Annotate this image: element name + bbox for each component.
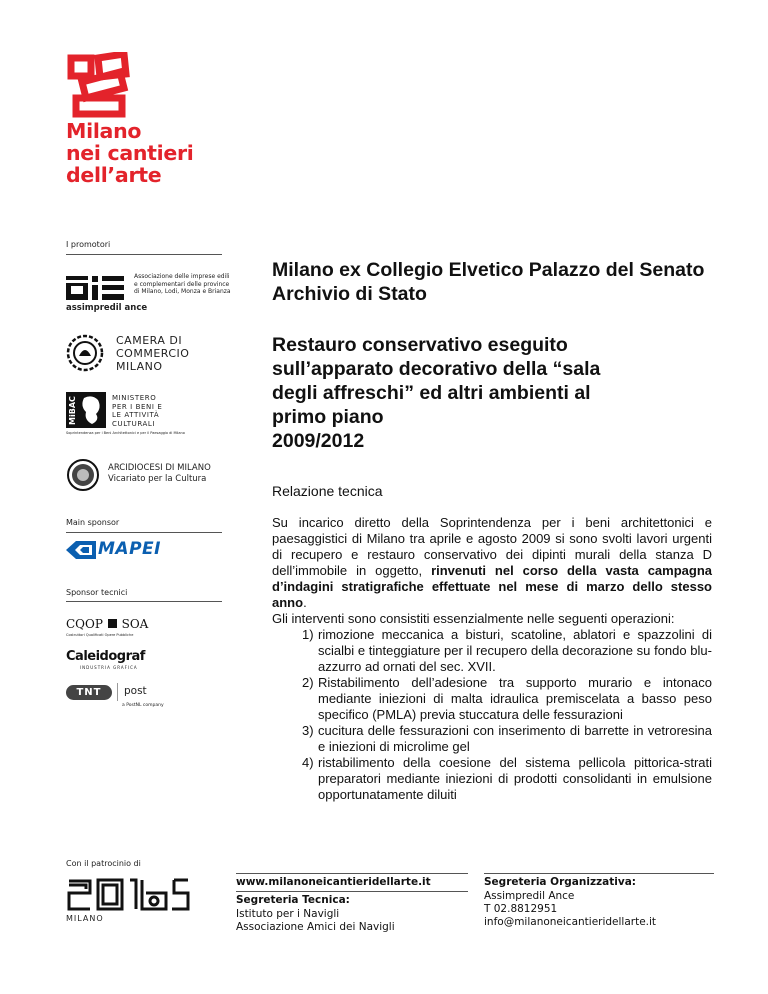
tecnica-line: Associazione Amici dei Navigli [236,921,395,933]
list-item [302,627,712,675]
website-link[interactable]: www.milanoneicantieridellarte.it [236,876,431,888]
cqop-small-text: Costruttori Qualificati Opere Pubbliche [66,633,134,637]
mibac-logo [66,392,106,428]
divider [484,873,714,874]
paragraph-text: Su incarico diretto della Soprintendenza per i beni architettonici e paesaggistici di Milano tra aprile e agosto 2009 si sono svolti lavori urgenti di recupero e restauro conservativo dei dipinti murali della stanza D dell’immobile in oggetto, [272,515,712,578]
cqop-text: CQOP [66,617,103,631]
subtitle-line: degli affreschi” ed altri ambienti al [272,382,591,404]
caleidograf-sub: INDUSTRIA GRAFICA [80,665,138,670]
tnt-logo: TNT [66,685,112,700]
segreteria-organizzativa-info [484,890,656,929]
intro-paragraph [272,515,712,611]
paragraph-end: . [303,595,307,610]
camera-line: CAMERA DI [116,334,183,347]
tecnica-line: Istituto per i Navigli [236,908,340,920]
divider [117,683,118,701]
org-line: Assimpredil Ance [484,890,575,902]
list-item [302,755,712,803]
list-number: 4) [302,755,314,770]
section-heading: Relazione tecnica [272,483,383,499]
camera-line: MILANO [116,360,163,373]
aie-description: Associazione delle imprese edili e complementari delle province di Milano, Lodi, Monza e Brianza [134,273,231,295]
postnl-text: a PostNL company [122,703,164,708]
post-text: post [124,685,147,697]
promoters-label: I promotori [66,240,111,249]
arcidiocesi-line: ARCIDIOCESI DI MILANO [108,463,211,473]
subtitle-date: 2009/2012 [272,430,365,452]
list-text: ristabilimento della coesione del sistema pellicola pittorica-strati preparatori mediante iniezioni di prodotti consolidanti in emulsione opportunatamente diluiti [318,755,712,802]
mibac-line: PER I BENI E [112,402,163,411]
expo-2015-logo-icon [66,875,190,913]
mibac-figure-icon [78,394,104,426]
mibac-small-text: Soprintendenza per i Beni Architettonici e per il Paesaggio di Milano [66,431,185,435]
divider [66,601,222,602]
list-item [302,723,712,755]
divider [236,873,468,874]
segreteria-tecnica-info [236,908,395,934]
divider [66,254,222,255]
mibac-name [112,394,162,428]
list-text: rimozione meccanica a bisturi, scatoline, ablatori e spazzolini di scialbi e tinteggiature per il recupero della decorazione su fondo blu-azzurro ad ornati del sec. XVII. [318,627,712,674]
cqop-square-icon [108,619,117,628]
brand-line: nei cantieri [66,141,194,165]
arcidiocesi-seal-icon [66,458,100,492]
patrocinio-label: Con il patrocinio di [66,859,141,868]
arcidiocesi-name [108,463,211,485]
list-item [302,675,712,723]
expo-city: MILANO [66,914,104,923]
paragraph-bold-text: rinvenuti nel corso della vasta campagna d’indagini stratigrafiche effettuate nel mese di marzo dello stesso anno [272,563,713,610]
divider [236,891,468,892]
list-text: cucitura delle fessurazioni con inserimento di barrette in vetroresina e iniezioni di microlime gel [318,723,712,754]
caleidograf-logo: Caleidograf [66,649,145,664]
list-text: Ristabilimento dell’adesione tra supporto murario e intonaco mediante iniezioni di malta idraulica premiscelata a basso peso specifico (PMLA) previa stuccatura delle fessurazioni [318,675,712,722]
brand-logo-icon [64,52,144,118]
mapei-mark-icon [66,541,96,559]
main-sponsor-label: Main sponsor [66,518,120,527]
aie-name: assimpredil ance [66,303,148,313]
subtitle-line: primo piano [272,406,384,428]
report-body [272,515,712,803]
mapei-logo: MAPEI [98,539,161,559]
camera-commercio-name [116,334,189,373]
list-number: 3) [302,723,314,738]
subtitle-line: sull’apparato decorativo della “sala [272,358,601,380]
sponsor-tecnici-label: Sponsor tecnici [66,588,128,597]
list-number: 2) [302,675,314,690]
page-subtitle [272,333,712,453]
divider [66,532,222,533]
org-email-link[interactable]: info@milanoneicantieridellarte.it [484,916,657,928]
cqop-logo [66,617,148,631]
camera-line: COMMERCIO [116,347,190,360]
list-number: 1) [302,627,314,642]
mibac-line: LE ATTIVITÀ [112,411,160,419]
mibac-line: CULTURALI [112,419,156,428]
page-title: Milano ex Collegio Elvetico Palazzo del Senato Archivio di Stato [272,259,705,305]
arcidiocesi-line: Vicariato per la Cultura [108,474,207,484]
aie-logo-icon [66,272,126,300]
brand-line: Milano [66,119,142,143]
segreteria-tecnica-label: Segreteria Tecnica: [236,894,350,906]
subtitle-line: Restauro conservativo eseguito [272,334,568,356]
mibac-badge: MiBAC [67,396,77,425]
mibac-line: MINISTERO [112,394,157,402]
operations-list [272,627,712,803]
camera-commercio-logo-icon [66,334,104,372]
org-phone: T 02.8812951 [484,903,558,915]
operations-intro: Gli interventi sono consistiti essenzialmente nelle seguenti operazioni: [272,611,675,626]
soa-text: SOA [121,617,149,631]
brand-title [66,120,194,186]
segreteria-organizzativa-label: Segreteria Organizzativa: [484,876,636,888]
brand-line: dell’arte [66,163,162,187]
